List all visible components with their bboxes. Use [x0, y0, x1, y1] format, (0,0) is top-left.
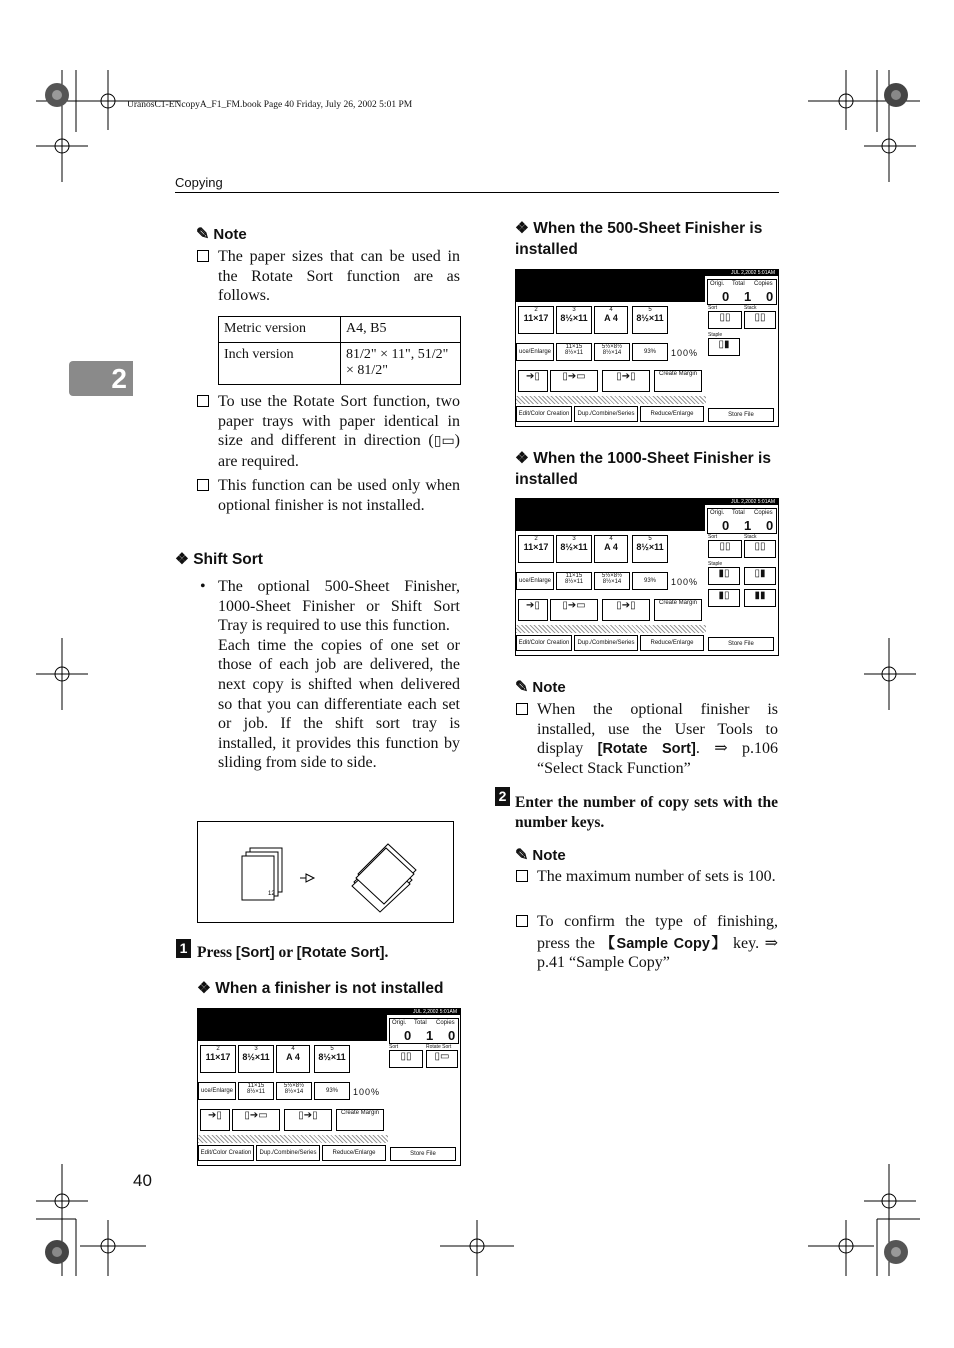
ratio-display: 100%: [671, 577, 699, 587]
sort-label: Sort: [708, 534, 718, 540]
series-icon: ▯➔▯: [616, 371, 636, 382]
staple-top-button[interactable]: [744, 567, 776, 585]
screen-message-area: [198, 1015, 387, 1041]
sort-key-label: [Sort]: [235, 945, 275, 961]
screen-message-area: [516, 276, 705, 302]
hatch-strip: [516, 625, 706, 633]
tray-1-button[interactable]: [518, 306, 554, 334]
counter-panel: [707, 508, 777, 534]
step-text: Press: [197, 944, 236, 961]
staple-left-button[interactable]: [708, 589, 740, 607]
screen-date: JUL 2,2002 5:01AM: [198, 1009, 460, 1015]
sort-button[interactable]: [389, 1050, 423, 1068]
staple-icon: ▮▯: [718, 568, 730, 579]
note-text-part: ) are required.: [218, 432, 460, 470]
orig-label: Origi.: [392, 1020, 407, 1026]
total-label: Total: [732, 510, 745, 516]
edit-color-tab[interactable]: Edit/Color Creation: [198, 1145, 254, 1161]
ratio-2-button[interactable]: 5½×8½ 8½×14: [276, 1082, 312, 1100]
staple-label: Staple: [708, 332, 723, 338]
sort-button[interactable]: [708, 540, 742, 558]
combine-icon: ▯➔▭: [562, 371, 586, 382]
staple-top-left-button[interactable]: [708, 567, 740, 585]
staple-button[interactable]: [708, 338, 740, 356]
rotate-sort-key-label: [Rotate Sort]: [597, 741, 696, 758]
orig-label: Origi.: [710, 510, 725, 516]
dup-combine-tab[interactable]: Dup./Combine/Series: [574, 635, 638, 651]
paper-size: 11×17: [523, 542, 549, 552]
tray-number: 2: [534, 536, 538, 542]
paper-size: 11×17: [205, 1052, 231, 1062]
staple-icon: ▮▯: [718, 590, 730, 601]
duplex-icon: ➔▯: [526, 600, 540, 611]
staple-icon: ▯▮: [754, 568, 766, 579]
copies-label: Copies: [754, 281, 773, 287]
tray-number: 5: [648, 307, 652, 313]
screen-date: JUL 2,2002 5:01AM: [516, 270, 778, 276]
shift-sort-illustration: [197, 821, 454, 923]
series-icon: ▯➔▯: [298, 1110, 318, 1121]
stack-label: Stack: [744, 534, 757, 540]
reduce-enlarge-tab[interactable]: Reduce/Enlarge: [640, 635, 704, 651]
table-cell: Metric version: [219, 317, 341, 343]
create-margin-button[interactable]: Create Margin: [654, 370, 702, 392]
copier-screen-no-finisher: [197, 1008, 461, 1166]
staple-icon: ▮▮: [754, 590, 766, 601]
ratio-1-button[interactable]: 11×15 8½×11: [556, 343, 592, 361]
tray-2-button[interactable]: [556, 306, 592, 334]
combine-button[interactable]: [232, 1109, 280, 1131]
heading-text: When the 1000-Sheet Finisher is installed: [515, 450, 771, 488]
combine-button[interactable]: [550, 599, 598, 621]
ratio-3-button[interactable]: 93%: [632, 343, 668, 361]
orig-count: 0: [722, 289, 730, 304]
total-label: Total: [732, 281, 745, 287]
note-text: [537, 700, 778, 778]
note-text-part: To use the Rotate Sort function, two paper trays with paper identical in size and different in direction (: [218, 393, 460, 450]
page-number: 40: [133, 1171, 152, 1190]
counter-panel: [389, 1018, 459, 1044]
paper-direction-icon: ▯▭: [433, 433, 455, 450]
staple-label: Staple: [708, 561, 723, 567]
tray-3-button[interactable]: [276, 1045, 310, 1073]
table-row: [219, 317, 461, 343]
orig-label: Origi.: [710, 281, 725, 287]
note-label: Note: [532, 846, 566, 864]
checkbox-bullet-icon: [197, 479, 209, 491]
note-item: [197, 392, 460, 472]
ratio-3-button[interactable]: 93%: [632, 572, 668, 590]
duplex-icon: ➔▯: [208, 1110, 222, 1121]
pencil-icon: ✎: [515, 679, 529, 696]
paper-size: 8½×11: [636, 313, 664, 323]
tray-number: 3: [572, 307, 576, 313]
ratio-1-button[interactable]: 11×15 8½×11: [238, 1082, 274, 1100]
tray-number: 2: [216, 1046, 220, 1052]
edit-color-tab[interactable]: Edit/Color Creation: [516, 406, 572, 422]
bullet-item: [200, 577, 460, 773]
step-text: .: [384, 944, 389, 961]
staple-icon: ▯▮: [718, 339, 730, 350]
staple-double-button[interactable]: [744, 589, 776, 607]
duplex-button[interactable]: [518, 599, 548, 621]
no-finisher-heading: [197, 979, 443, 998]
ratio-2-button[interactable]: 5½×8½ 8½×14: [594, 572, 630, 590]
ratio-3-button[interactable]: 93%: [314, 1082, 350, 1100]
create-margin-button[interactable]: Create Margin: [336, 1109, 384, 1131]
note-text: This function can be used only when optional finisher is not installed.: [218, 477, 460, 514]
tray-number: 4: [609, 536, 613, 542]
duplex-button[interactable]: [200, 1109, 230, 1131]
note-item: [516, 700, 778, 780]
rotate-sort-label: Rotate Sort: [426, 1044, 452, 1050]
rotate-sort-icon: ▯▭: [434, 1051, 450, 1062]
tray-number: 5: [330, 1046, 334, 1052]
tray-number: 5: [648, 536, 652, 542]
tray-3-button[interactable]: [594, 306, 628, 334]
dup-combine-tab[interactable]: Dup./Combine/Series: [256, 1145, 320, 1161]
rotate-sort-key-label: [Rotate Sort]: [296, 945, 385, 961]
dup-combine-tab[interactable]: Dup./Combine/Series: [574, 406, 638, 422]
tray-4-button[interactable]: [632, 535, 668, 563]
paper-size: A 4: [604, 313, 618, 323]
tray-number: 4: [291, 1046, 295, 1052]
store-file-button[interactable]: Store File: [708, 637, 774, 651]
copies-count: 0: [448, 1028, 456, 1043]
note-label: Note: [213, 225, 247, 243]
sort-button[interactable]: [708, 311, 742, 329]
series-button[interactable]: [602, 370, 650, 392]
checkbox-bullet-icon: [516, 870, 528, 882]
bullet-dot-icon: •: [200, 578, 206, 595]
paper-size: 8½×11: [318, 1052, 346, 1062]
copier-screen-1000-finisher: [515, 498, 779, 656]
step-2-text: Enter the number of copy sets with the number keys.: [515, 794, 778, 831]
stack-icon: ▯▯: [754, 312, 766, 323]
pencil-icon: ✎: [515, 847, 529, 864]
screen-message-area: [516, 505, 705, 531]
note-text-part: key. ⇒ p.41 “Sample Copy”: [537, 934, 779, 972]
orig-count: 0: [404, 1028, 412, 1043]
step-text: or: [274, 944, 297, 961]
paper-size: A 4: [286, 1052, 300, 1062]
series-button[interactable]: [602, 599, 650, 621]
file-info: UranosC1-ENcopyA_F1_FM.book Page 40 Friday, July 26, 2002 5:01 PM: [127, 100, 413, 110]
tray-number: 2: [534, 307, 538, 313]
table-cell: Inch version: [219, 343, 341, 385]
combine-button[interactable]: [550, 370, 598, 392]
copies-count: 0: [766, 518, 774, 533]
note-text: [537, 912, 778, 973]
copier-screen-500-finisher: [515, 269, 779, 427]
ratio-2-button[interactable]: 5½×8½ 8½×14: [594, 343, 630, 361]
ratio-1-button[interactable]: 11×15 8½×11: [556, 572, 592, 590]
paper-size: A 4: [604, 542, 618, 552]
paper-size: 8½×11: [242, 1052, 270, 1062]
tray-1-button[interactable]: [200, 1045, 236, 1073]
create-margin-button[interactable]: Create Margin: [654, 599, 702, 621]
paper-size: 11×17: [523, 313, 549, 323]
edit-color-tab[interactable]: Edit/Color Creation: [516, 635, 572, 651]
bullet-text: The optional 500-Sheet Finisher, 1000-Sheet Finisher or Shift Sort Tray is required to use this function.: [218, 578, 460, 635]
tray-number: 3: [572, 536, 576, 542]
paper-size: 8½×11: [560, 542, 588, 552]
tray-2-button[interactable]: [556, 535, 592, 563]
hatch-strip: [516, 396, 706, 404]
ratio-display: 100%: [671, 348, 699, 358]
pencil-icon: ✎: [196, 226, 210, 243]
sort-icon: ▯▯: [719, 312, 731, 323]
copies-count: 0: [766, 289, 774, 304]
rotate-sort-button[interactable]: [426, 1050, 458, 1068]
diamond-icon: ❖: [515, 220, 529, 237]
total-count: 1: [744, 289, 752, 304]
hatch-strip: [198, 1135, 388, 1143]
note-text: [218, 392, 460, 471]
diamond-icon: ❖: [515, 450, 529, 467]
sort-label: Sort: [389, 1044, 399, 1050]
screen-date: JUL 2,2002 5:01AM: [516, 499, 778, 505]
table-cell: A4, B5: [341, 317, 461, 343]
note-heading: [196, 224, 247, 244]
sample-copy-key-label: 【Sample Copy】: [600, 935, 728, 952]
heading-text: When a finisher is not installed: [215, 980, 444, 997]
table-cell: 81/2" × 11", 51/2" × 81/2": [341, 343, 461, 385]
note-heading: [515, 845, 566, 865]
series-button[interactable]: [284, 1109, 332, 1131]
paper-size: 8½×11: [636, 542, 664, 552]
stack-button[interactable]: [744, 311, 776, 329]
duplex-icon: ➔▯: [526, 371, 540, 382]
diamond-icon: ❖: [175, 551, 189, 568]
note-text: The maximum number of sets is 100.: [537, 868, 776, 885]
paper-size-table: [218, 316, 461, 385]
note-heading: [515, 677, 566, 697]
header-rule: [175, 192, 779, 193]
reduce-enlarge-button[interactable]: uce/Enlarge: [516, 572, 554, 590]
reduce-enlarge-button[interactable]: uce/Enlarge: [198, 1082, 236, 1100]
tray-number: 4: [609, 307, 613, 313]
note-label: Note: [532, 678, 566, 696]
sort-icon: ▯▯: [719, 541, 731, 552]
tray-number: 3: [254, 1046, 258, 1052]
copies-label: Copies: [754, 510, 773, 516]
svg-text:12: 12: [268, 891, 275, 897]
shift-sort-heading: [175, 550, 263, 569]
finisher-500-heading: [515, 218, 777, 260]
finisher-1000-heading: [515, 448, 777, 490]
step-1-text: [197, 944, 388, 962]
checkbox-bullet-icon: [197, 250, 209, 262]
combine-icon: ▯➔▭: [562, 600, 586, 611]
duplex-button[interactable]: [518, 370, 548, 392]
tray-4-button[interactable]: [632, 306, 668, 334]
tray-4-button[interactable]: [314, 1045, 350, 1073]
note-text-part: . ⇒ p.106 “Select Stack Function”: [537, 740, 778, 777]
paper-size: 8½×11: [560, 313, 588, 323]
table-row: [219, 343, 461, 385]
step-number-1: 1: [176, 939, 191, 958]
stack-button[interactable]: [744, 540, 776, 558]
total-count: 1: [744, 518, 752, 533]
tray-2-button[interactable]: [238, 1045, 274, 1073]
checkbox-bullet-icon: [197, 395, 209, 407]
step-number-2: 2: [495, 787, 510, 806]
chapter-tab: 2: [69, 361, 133, 396]
bullet-text-cont: Each time the copies of one set or those of each job are delivered, the next copy is shifted when delivered so that you can differentiate each set or job. If the shift sort tray is installed, it provides this function by sliding from side to side.: [218, 636, 460, 772]
stack-illustration-icon: [198, 822, 453, 922]
ratio-display: 100%: [353, 1087, 381, 1097]
tray-1-button[interactable]: [518, 535, 554, 563]
diamond-icon: ❖: [197, 980, 211, 997]
note-text-part: To confirm the type of finishing, press the: [537, 913, 778, 952]
section-title: Copying: [175, 175, 223, 190]
total-label: Total: [414, 1020, 427, 1026]
copies-label: Copies: [436, 1020, 455, 1026]
store-file-button[interactable]: Store File: [708, 408, 774, 422]
stack-icon: ▯▯: [754, 541, 766, 552]
reduce-enlarge-button[interactable]: uce/Enlarge: [516, 343, 554, 361]
reduce-enlarge-tab[interactable]: Reduce/Enlarge: [322, 1145, 386, 1161]
total-count: 1: [426, 1028, 434, 1043]
sort-icon: ▯▯: [400, 1051, 412, 1062]
checkbox-bullet-icon: [516, 915, 528, 927]
reduce-enlarge-tab[interactable]: Reduce/Enlarge: [640, 406, 704, 422]
combine-icon: ▯➔▭: [244, 1110, 268, 1121]
counter-panel: [707, 279, 777, 305]
series-icon: ▯➔▯: [616, 600, 636, 611]
note-text-part: When the optional finisher is installed, use the User Tools to display: [537, 701, 778, 758]
heading-text: When the 500-Sheet Finisher is installed: [515, 220, 763, 258]
note-text: The paper sizes that can be used in the Rotate Sort function are as follows.: [218, 248, 460, 305]
orig-count: 0: [722, 518, 730, 533]
stack-label: Stack: [744, 305, 757, 311]
store-file-button[interactable]: Store File: [390, 1147, 456, 1161]
sort-label: Sort: [708, 305, 718, 311]
tray-3-button[interactable]: [594, 535, 628, 563]
checkbox-bullet-icon: [516, 703, 528, 715]
heading-text: Shift Sort: [193, 551, 263, 568]
